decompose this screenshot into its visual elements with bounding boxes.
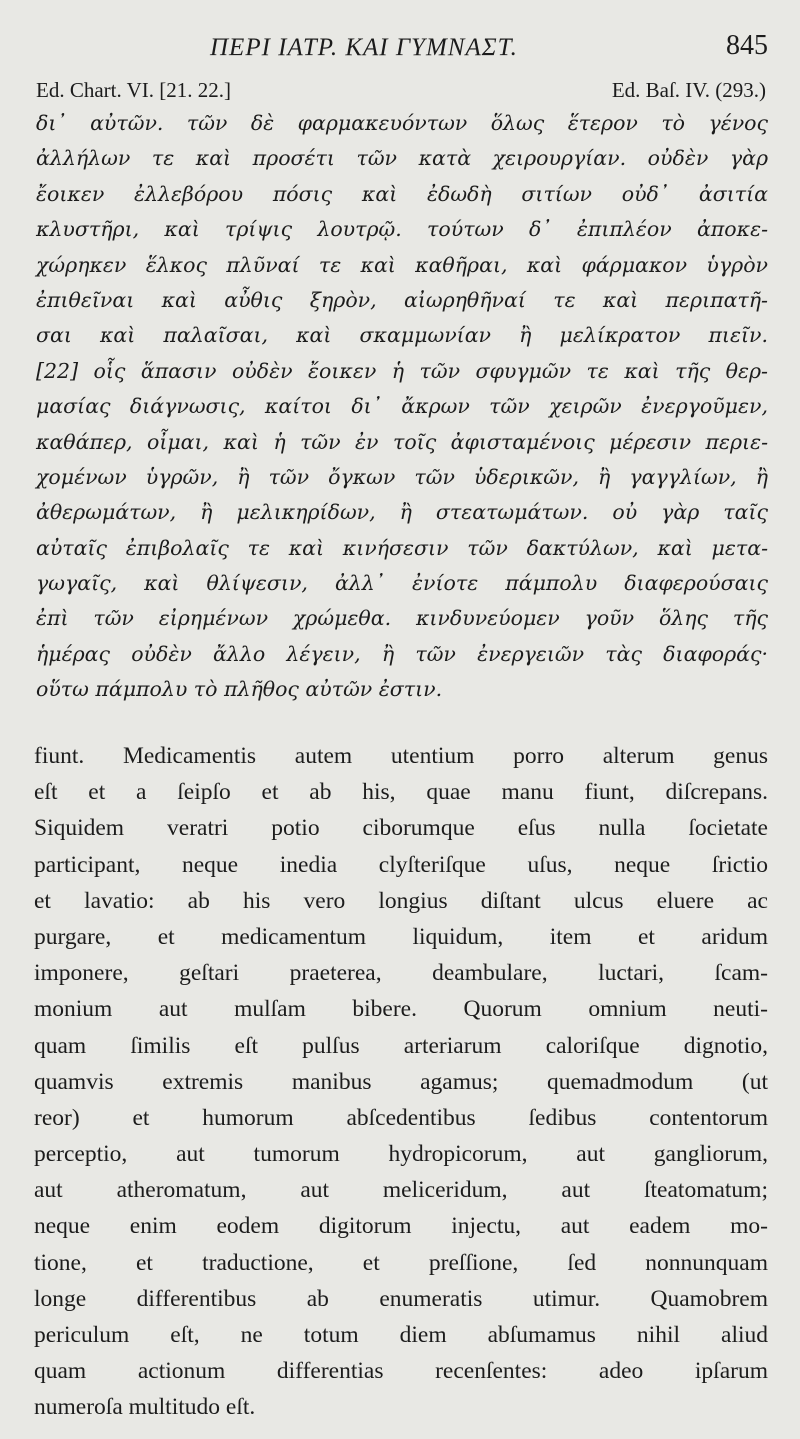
greek-text-line: ἐπιθεῖναι καὶ αὖθις ξηρὸν, αἰωρηθῆναί τε καὶ περιπατῆ- [36, 287, 768, 312]
latin-text-line: et lavatio: ab his vero longius diſtant ulcus eluere ac [34, 887, 768, 914]
greek-text-line: σαι καὶ παλαῖσαι, καὶ σκαμμωνίαν ἢ μελίκρατον πιεῖν. [36, 323, 768, 348]
latin-text-line: aut atheromatum, aut meliceridum, aut ſteatomatum; [34, 1177, 768, 1204]
edition-line [36, 78, 766, 108]
latin-text-line: quamvis extremis manibus agamus; quemadmodum (ut [34, 1068, 768, 1095]
greek-text-line: χώρηκεν ἕλκος πλῦναί τε καὶ καθῆραι, καὶ φάρμακον ὑγρὸν [36, 252, 768, 277]
greek-text-line: ἀθερωμάτων, ἢ μελικηρίδων, ἢ στεατωμάτων. οὐ γὰρ ταῖς [36, 500, 768, 525]
latin-text-line: imponere, geſtari praeterea, deambulare, luctari, ſcam- [34, 960, 768, 987]
page-number: 845 [726, 30, 768, 61]
greek-text-line: ἡμέρας οὐδὲν ἄλλο λέγειν, ἢ τῶν ἐνεργειῶν τὰς διαφοράς· [36, 641, 768, 666]
latin-text-line: quam ſimilis eſt pulſus arteriarum caloriſque dignotio, [34, 1032, 768, 1059]
latin-text-line: periculum eſt, ne totum diem abſumamus nihil aliud [34, 1322, 768, 1348]
greek-text-line: μασίας διάγνωσις, καίτοι δι᾽ ἄκρων τῶν χειρῶν ἐνεργοῦμεν, [36, 394, 768, 419]
greek-text-block [36, 106, 768, 708]
latin-text-line: longe differentibus ab enumeratis utimur. Quamobrem [34, 1285, 768, 1312]
latin-text-line: reor) et humorum abſcedentibus ſedibus contentorum [34, 1104, 768, 1131]
latin-text-line: tione, et traductione, et preſſione, ſed nonnunquam [34, 1249, 768, 1276]
running-head [0, 30, 800, 70]
greek-text-line: κλυστῆρι, καὶ τρίψις λουτρῷ. τούτων δ᾽ ἐπιπλέον ἀποκε- [36, 217, 768, 242]
greek-text-line: γωγαῖς, καὶ θλίψεσιν, ἀλλ᾽ ἐνίοτε πάμπολυ διαφερούσαις [36, 571, 768, 596]
greek-text-line: οὕτω πάμπολυ τὸ πλῆθος αὐτῶν ἐστιν. [36, 677, 443, 702]
greek-text-line: ἀλλήλων τε καὶ προσέτι τῶν κατὰ χειρουργίαν. οὐδὲν γὰρ [36, 146, 768, 171]
latin-text-line: fiunt. Medicamentis autem utentium porro alterum genus [34, 743, 768, 769]
latin-text-line: numeroſa multitudo eſt. [34, 1394, 256, 1421]
latin-text-line: neque enim eodem digitorum injectu, aut eadem mo- [34, 1213, 768, 1240]
greek-text-line: αὐταῖς ἐπιβολαῖς τε καὶ κινήσεσιν τῶν δακτύλων, καὶ μετα- [36, 535, 768, 560]
latin-text-line: monium aut mulſam bibere. Quorum omnium neuti- [34, 996, 768, 1023]
greek-text-line: δι᾽ αὐτῶν. τῶν δὲ φαρμακευόντων ὅλως ἕτερον τὸ γένος [36, 111, 768, 135]
latin-text-line: eſt et a ſeipſo et ab his, quae manu fiunt, diſcrepans. [34, 779, 768, 806]
greek-text-line: ἐπὶ τῶν εἰρημένων χρώμεθα. κινδυνεύομεν γοῦν ὅλης τῆς [36, 606, 768, 631]
latin-text-line: perceptio, aut tumorum hydropicorum, aut gangliorum, [34, 1141, 768, 1168]
latin-text-line: Siquidem veratri potio ciborumque eſus nulla ſocietate [34, 815, 768, 842]
latin-text-line: purgare, et medicamentum liquidum, item et aridum [34, 923, 768, 950]
greek-text-line: καθάπερ, οἶμαι, καὶ ἡ τῶν ἐν τοῖς ἀφισταμένοις μέρεσιν περιε- [36, 429, 768, 454]
latin-text-block [34, 738, 768, 1426]
running-title: ΠΕΡΙ ΙΑΤΡ. ΚΑΙ ΓΥΜΝΑΣΤ. [210, 34, 518, 61]
edition-chartier: Ed. Chart. VI. [21. 22.] [36, 78, 231, 102]
greek-text-line: χομένων ὑγρῶν, ἢ τῶν ὄγκων τῶν ὑδερικῶν, ἢ γαγγλίων, ἢ [36, 464, 768, 489]
latin-text-line: quam actionum differentias recenſentes: adeo ipſarum [34, 1358, 768, 1385]
greek-text-line: ἔοικεν ἐλλεβόρου πόσις καὶ ἐδωδὴ σιτίων οὐδ᾽ ἀσιτία [36, 181, 768, 206]
latin-text-line: participant, neque inedia clyſteriſque uſus, neque ſrictio [34, 851, 768, 878]
edition-basel: Ed. Baſ. IV. (293.) [611, 78, 766, 102]
greek-text-line: [22] οἷς ἅπασιν οὐδὲν ἔοικεν ἡ τῶν σφυγμῶν τε καὶ τῆς θερ- [36, 358, 768, 383]
